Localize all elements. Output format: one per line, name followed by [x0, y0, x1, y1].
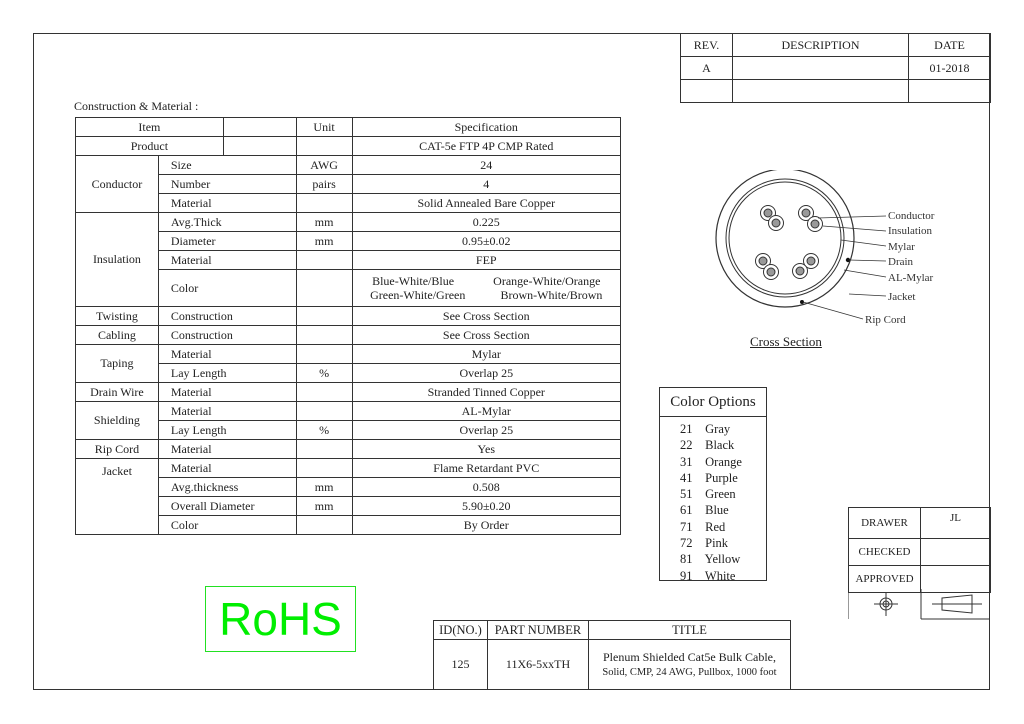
row-unit: %: [296, 364, 352, 383]
mylar-ring: [729, 182, 841, 294]
cone-projection-icon: [932, 595, 982, 613]
title-header: TITLE: [589, 621, 791, 640]
row-name: Overall Diameter: [158, 497, 296, 516]
rev-header: REV.: [681, 34, 733, 57]
product-blank: [223, 137, 296, 156]
product-value: CAT-5e FTP 4P CMP Rated: [352, 137, 620, 156]
taping-label: Taping: [76, 345, 159, 383]
row-value: Stranded Tinned Copper: [352, 383, 620, 402]
pairs: [756, 206, 823, 280]
list-item: 31 Orange: [680, 454, 742, 469]
row-value: 4: [352, 175, 620, 194]
list-item: 81 Yellow: [680, 552, 741, 567]
jacket-label: Jacket: [76, 459, 159, 535]
drain-label: Drain Wire: [76, 383, 159, 402]
date-value: 01-2018: [909, 57, 991, 80]
list-item: 41 Purple: [680, 470, 738, 485]
row-value: 5.90±0.20: [352, 497, 620, 516]
row-value: Mylar: [352, 345, 620, 364]
color-options-box: [659, 387, 767, 581]
row-unit: [296, 270, 352, 307]
row-value: 0.95±0.02: [352, 232, 620, 251]
row-value: Overlap 25: [352, 364, 620, 383]
cs-label-al-mylar: AL-Mylar: [888, 272, 934, 284]
title-line-2: Solid, CMP, 24 AWG, Pullbox, 1000 foot: [602, 666, 777, 678]
row-name: Construction: [158, 307, 296, 326]
color-pair: Blue-White/Blue: [372, 274, 455, 288]
product-unit: [296, 137, 352, 156]
cs-label-mylar: Mylar: [888, 241, 915, 253]
spec-table: [75, 117, 621, 535]
color-pair: Green-White/Green: [370, 288, 466, 302]
row-unit: [296, 516, 352, 535]
row-value: 0.225: [352, 213, 620, 232]
row-unit: [296, 307, 352, 326]
row-name: Size: [158, 156, 296, 175]
rev-empty: [733, 80, 909, 103]
checked-value: [921, 539, 991, 566]
rev-empty: [681, 80, 733, 103]
revision-table: [680, 33, 991, 103]
row-unit: mm: [296, 497, 352, 516]
row-unit: AWG: [296, 156, 352, 175]
signoff-table: [848, 507, 991, 593]
row-name: Material: [158, 383, 296, 402]
twisting-label: Twisting: [76, 307, 159, 326]
rohs-badge: RoHS: [205, 586, 356, 652]
drawer-label: DRAWER: [849, 508, 921, 539]
list-item: 61 Blue: [680, 503, 729, 518]
row-unit: [296, 345, 352, 364]
id-header: ID(NO.): [434, 621, 488, 640]
row-value: By Order: [352, 516, 620, 535]
row-name: Material: [158, 251, 296, 270]
list-item: 22 Black: [680, 438, 735, 453]
item-header: Item: [76, 118, 224, 137]
row-value: Yes: [352, 440, 620, 459]
row-name: Material: [158, 345, 296, 364]
part-header: PART NUMBER: [488, 621, 589, 640]
insulation-label: Insulation: [76, 213, 159, 307]
checked-label: CHECKED: [849, 539, 921, 566]
row-value: FEP: [352, 251, 620, 270]
product-label: Product: [76, 137, 224, 156]
list-item: 21 Gray: [680, 422, 731, 436]
row-unit: [296, 459, 352, 478]
row-value: AL-Mylar: [352, 402, 620, 421]
id-value: 125: [434, 640, 488, 690]
list-item: 71 Red: [680, 519, 726, 534]
cs-label-rip-cord: Rip Cord: [865, 314, 906, 326]
row-unit: [296, 326, 352, 345]
color-pair: Orange-White/Orange: [493, 274, 601, 288]
row-unit: [296, 402, 352, 421]
item-header-blank: [223, 118, 296, 137]
row-name: Avg.thickness: [158, 478, 296, 497]
title-line-1: Plenum Shielded Cat5e Bulk Cable,: [603, 649, 776, 664]
cs-label-insulation: Insulation: [888, 225, 932, 237]
ripcord-label: Rip Cord: [76, 440, 159, 459]
row-value: See Cross Section: [352, 326, 620, 345]
construction-title: Construction & Material :: [74, 99, 199, 113]
row-name: Lay Length: [158, 421, 296, 440]
date-header: DATE: [909, 34, 991, 57]
shielding-label: Shielding: [76, 402, 159, 440]
row-name: Material: [158, 440, 296, 459]
approved-label: APPROVED: [849, 566, 921, 593]
shield-ring: [726, 179, 844, 297]
list-item: 51 Green: [680, 487, 736, 502]
row-name: Color: [158, 516, 296, 535]
row-unit: mm: [296, 213, 352, 232]
row-name: Diameter: [158, 232, 296, 251]
first-angle-icon: [874, 592, 898, 616]
row-name: Avg.Thick: [158, 213, 296, 232]
row-name: Color: [158, 270, 296, 307]
jacket-ring: [716, 170, 854, 307]
color-options-list: [680, 421, 766, 584]
row-value: Overlap 25: [352, 421, 620, 440]
projection-symbols: [848, 589, 990, 621]
list-item: 91 White: [680, 568, 736, 583]
spec-header: Specification: [352, 118, 620, 137]
row-value: Solid Annealed Bare Copper: [352, 194, 620, 213]
conductor-label: Conductor: [76, 156, 159, 213]
row-unit: [296, 440, 352, 459]
row-unit: [296, 251, 352, 270]
row-unit: [296, 383, 352, 402]
cross-section-caption: Cross Section: [750, 334, 822, 349]
row-unit: mm: [296, 232, 352, 251]
description-header: DESCRIPTION: [733, 34, 909, 57]
row-value: 24: [352, 156, 620, 175]
cabling-label: Cabling: [76, 326, 159, 345]
cs-label-drain: Drain: [888, 256, 914, 268]
unit-header: Unit: [296, 118, 352, 137]
row-value: Flame Retardant PVC: [352, 459, 620, 478]
row-value: See Cross Section: [352, 307, 620, 326]
cs-label-conductor: Conductor: [888, 210, 935, 222]
row-unit: %: [296, 421, 352, 440]
insulation-colors: [352, 270, 620, 307]
row-value: 0.508: [352, 478, 620, 497]
row-name: Material: [158, 194, 296, 213]
description-value: [733, 57, 909, 80]
row-name: Material: [158, 402, 296, 421]
list-item: 72 Pink: [680, 536, 729, 551]
row-unit: mm: [296, 478, 352, 497]
cross-section-diagram: [705, 170, 950, 330]
row-name: Material: [158, 459, 296, 478]
cs-label-jacket: Jacket: [888, 291, 916, 303]
row-name: Construction: [158, 326, 296, 345]
part-value: 11X6-5xxTH: [488, 640, 589, 690]
color-options-title: Color Options: [660, 388, 766, 417]
row-unit: [296, 194, 352, 213]
row-name: Number: [158, 175, 296, 194]
rev-empty: [909, 80, 991, 103]
row-name: Lay Length: [158, 364, 296, 383]
color-pair: Brown-White/Brown: [500, 288, 603, 302]
rev-value: A: [681, 57, 733, 80]
title-value: [589, 640, 791, 690]
drawer-value: JL: [921, 508, 991, 539]
row-unit: pairs: [296, 175, 352, 194]
title-block: [433, 620, 791, 690]
